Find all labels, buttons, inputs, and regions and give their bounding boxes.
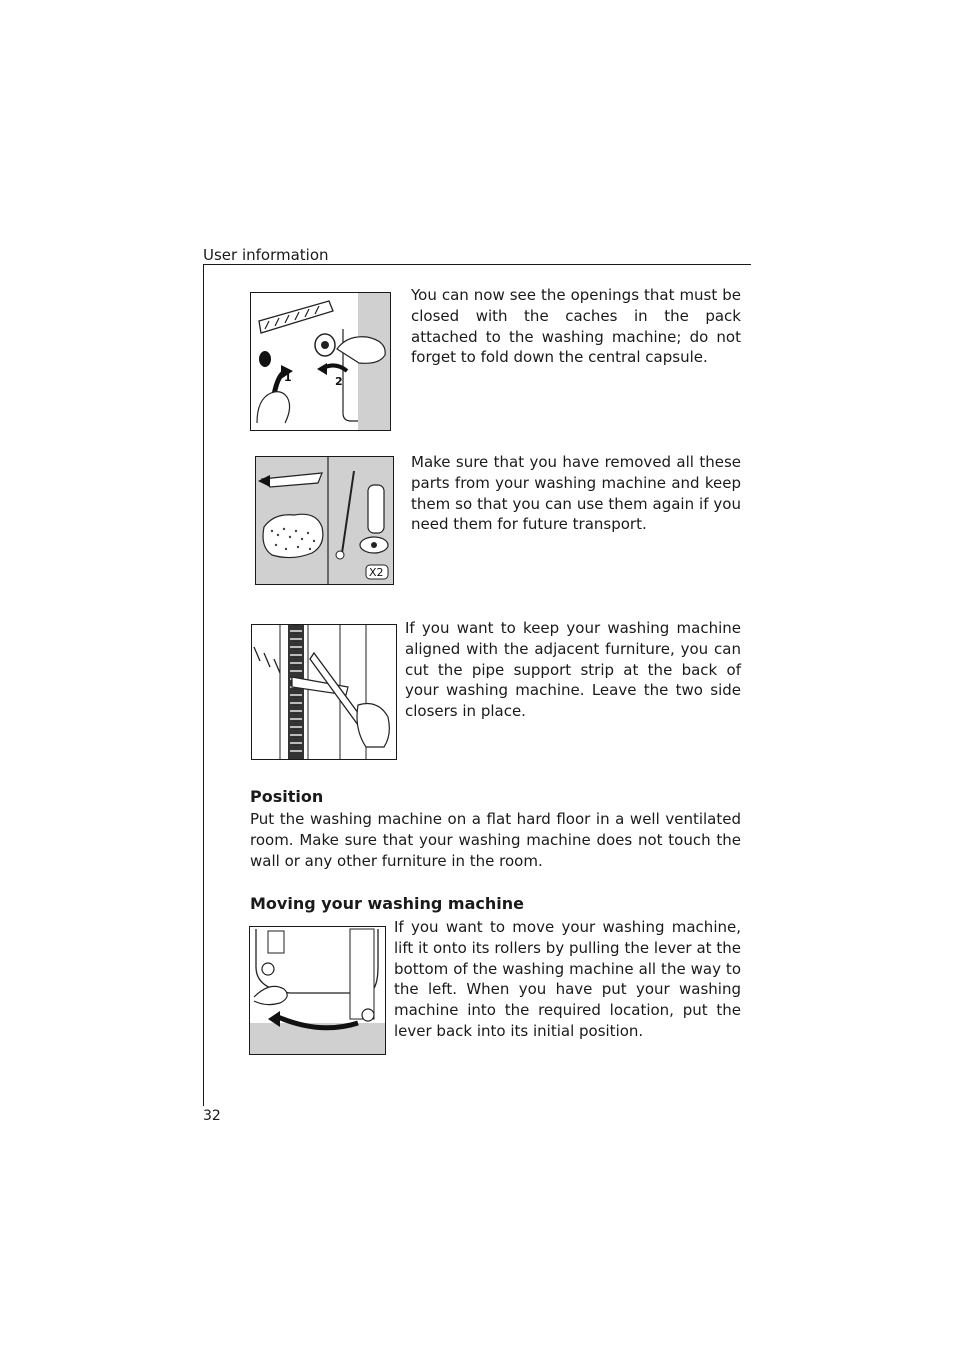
step-2-text: Make sure that you have removed all these parts from your washing machine and keep them so that you can use them again if you need them for future transport. xyxy=(411,453,741,534)
step-3-text: If you want to keep your washing machine aligned with the adjacent furniture, you can cut the pipe support strip at the back of your washing machine. Leave the two side closers in place. xyxy=(405,619,741,721)
section-title: User information xyxy=(203,246,329,264)
position-heading: Position xyxy=(250,787,324,806)
transport-parts-illustration xyxy=(255,456,394,585)
moving-heading: Moving your washing machine xyxy=(250,894,524,913)
step-1-label: 1 xyxy=(284,371,292,384)
step-1-text: You can now see the openings that must be closed with the caches in the pack attached to the washing machine; do not forget to fold down the central capsule. xyxy=(411,286,741,367)
moving-text: If you want to move your washing machine, lift it onto its rollers by pulling the lever at the bottom of the washing machine all the way to the left. When you have put your washing machine into the required location, put the lever back into its initial position. xyxy=(394,918,741,1040)
header-divider xyxy=(203,264,751,265)
quantity-label: X2 xyxy=(369,566,384,579)
position-text: Put the washing machine on a flat hard floor in a well ventilated room. Make sure that your washing machine does not touch the wall or any other furniture in the room. xyxy=(250,810,741,870)
page-number: 32 xyxy=(203,1108,221,1124)
rollers-illustration xyxy=(249,926,386,1055)
step-2-label: 2 xyxy=(335,375,343,388)
cut-strip-illustration xyxy=(251,624,397,760)
margin-divider xyxy=(203,264,204,1106)
caps-illustration xyxy=(250,292,391,431)
